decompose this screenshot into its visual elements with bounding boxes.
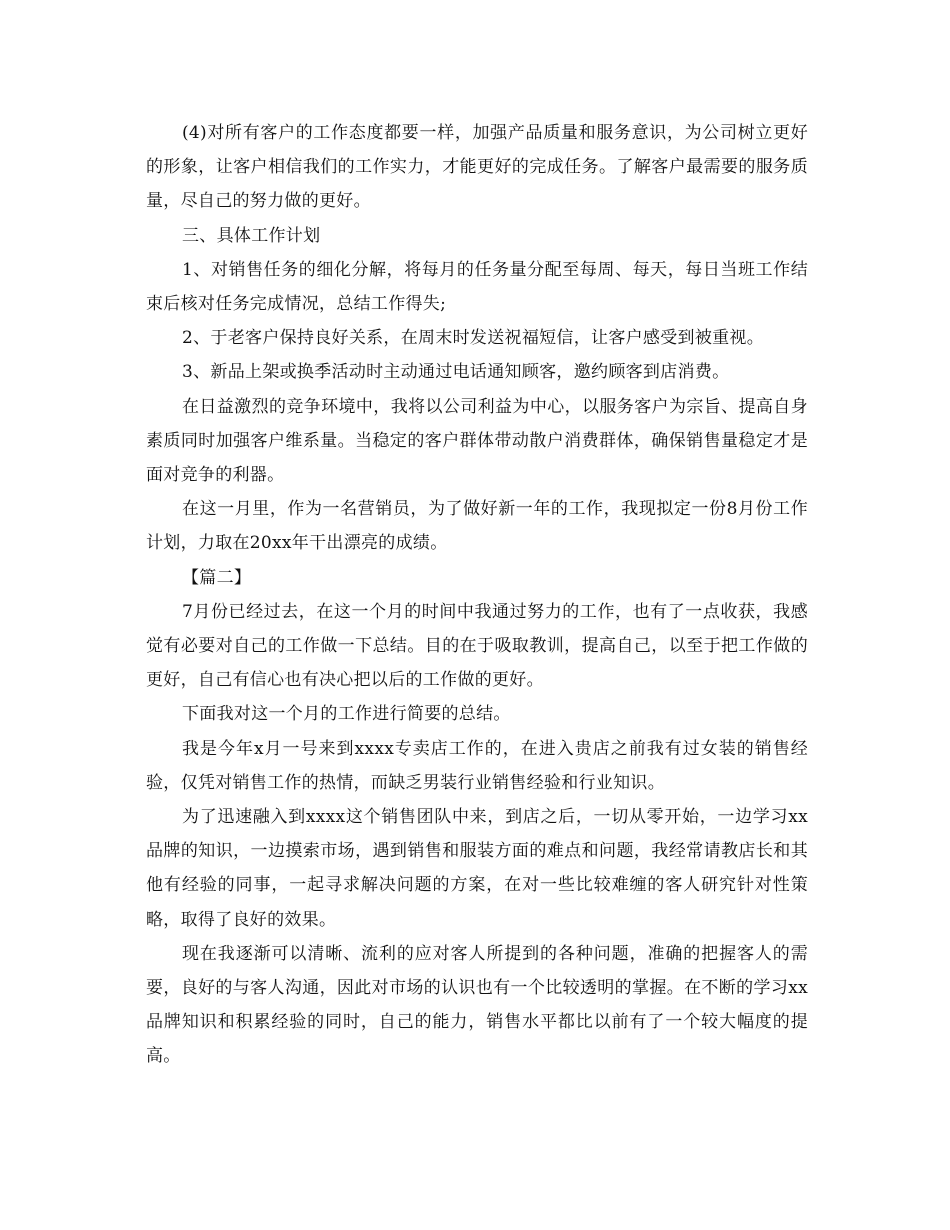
paragraph-background: 我是今年x月一号来到xxxx专卖店工作的，在进入贵店之前我有过女装的销售经验，仅凭对销售工作的热情，而缺乏男装行业销售经验和行业知识。 bbox=[146, 738, 808, 793]
paragraph-plan-item-2: 2、于老客户保持良好关系，在周末时发送祝福短信，让客户感受到被重视。 bbox=[182, 328, 765, 349]
paragraph-monthly-plan: 在这一月里，作为一名营销员，为了做好新一年的工作，我现拟定一份8月份工作计划，力取在20xx年干出漂亮的成绩。 bbox=[146, 499, 808, 554]
paragraph-july-summary: 7月份已经过去，在这一个月的时间中我通过努力的工作，也有了一点收获，我感觉有必要对自己的工作做一下总结。目的在于吸取教训，提高自己，以至于把工作做的更好，自己有信心也有决心把以后的工作做的更好。 bbox=[146, 601, 808, 691]
paragraph-plan-item-3: 3、新品上架或换季活动时主动通过电话通知顾客，邀约顾客到店消费。 bbox=[182, 362, 730, 383]
paragraph-summary-intro: 下面我对这一个月的工作进行简要的总结。 bbox=[182, 704, 511, 725]
section-heading-work-plan: 三、具体工作计划 bbox=[182, 225, 321, 246]
paragraph-1: (4)对所有客户的工作态度都要一样，加强产品质量和服务意识，为公司树立更好的形象，让客户相信我们的工作实力，才能更好的完成任务。了解客户最需要的服务质量，尽自己的努力做的更好。 bbox=[146, 123, 808, 212]
document-body bbox=[146, 116, 808, 1074]
paragraph-progress: 现在我逐渐可以清晰、流利的应对客人所提到的各种问题，准确的把握客人的需要，良好的与客人沟通，因此对市场的认识也有一个比较透明的掌握。在不断的学习xx品牌知识和积累经验的同时，自己的能力，销售水平都比以前有了一个较大幅度的提高。 bbox=[146, 943, 808, 1067]
section-heading-part-two: 【篇二】 bbox=[182, 567, 252, 588]
paragraph-learning: 为了迅速融入到xxxx这个销售团队中来，到店之后，一切从零开始，一边学习xx品牌的知识，一边摸索市场，遇到销售和服装方面的难点和问题，我经常请教店长和其他有经验的同事，一起寻求解决问题的方案，在对一些比较难缠的客人研究针对性策略，取得了良好的效果。 bbox=[146, 807, 808, 930]
paragraph-plan-item-1: 1、对销售任务的细化分解，将每月的任务量分配至每周、每天，每日当班工作结束后核对任务完成情况，总结工作得失; bbox=[146, 259, 808, 315]
paragraph-competition: 在日益激烈的竞争环境中，我将以公司利益为中心，以服务客户为宗旨、提高自身素质同时加强客户维系量。当稳定的客户群体带动散户消费群体，确保销售量稳定才是面对竞争的利器。 bbox=[146, 396, 808, 486]
